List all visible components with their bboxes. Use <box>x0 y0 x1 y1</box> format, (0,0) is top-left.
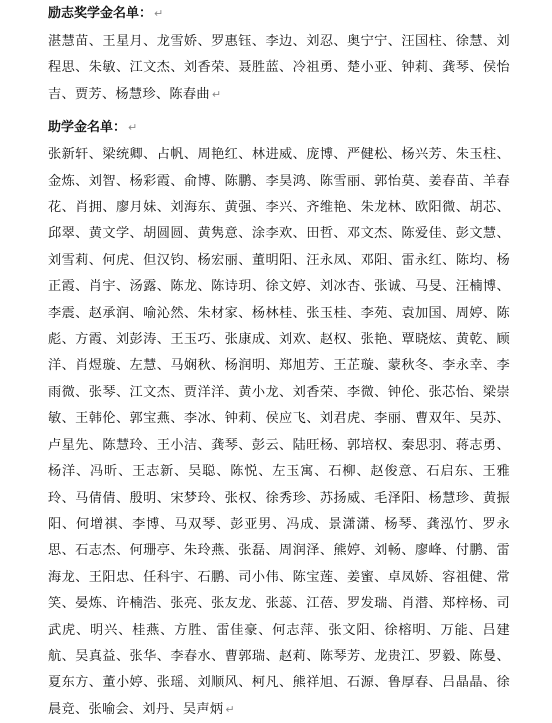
paragraph-mark-icon: ↵ <box>154 7 164 20</box>
section-heading-grant <box>48 118 510 138</box>
section-title: 励志奖学金名单： <box>48 6 153 21</box>
names-text: 张新轩、梁统卿、占帆、周艳红、林进威、庞博、严健松、杨兴芳、朱玉柱、金炼、刘智、杨彩霞、俞博、陈鹏、李昊鸿、陈雪丽、郭怡莫、姜春苗、羊春花、肖拥、廖月妹、刘海东、黄强、李兴、齐维艳、朱龙林、欧阳微、胡芯、邱翠、黄文学、胡圆圆、黄隽意、涂李欢、田哲、邓文杰、陈爱佳、彭文慧、刘雪莉、何虎、但汉钧、杨宏丽、董明阳、汪永凤、邓阳、雷永红、陈均、杨正霞、肖宇、汤露、陈龙、陈诗玥、徐文婷、刘冰杏、张诚、马旻、汪楠博、李震、赵承润、喻沁然、朱材家、杨林桂、张玉桂、李苑、袁加国、周婷、陈彪、方霞、刘彭涛、王玉巧、张康成、刘欢、赵权、张艳、覃晓炫、黄乾、顾洋、肖煜璇、左慧、马娴秋、杨润明、郑旭芳、王芷璇、蒙秋冬、李永幸、李雨微、张琴、江文杰、贾洋洋、黄小龙、刘香荣、李微、钟伦、张芯怡、梁崇敏、王韩伦、郭宝燕、李冰、钟莉、侯应飞、刘君虎、李丽、曹双年、吴苏、卢星先、陈慧玲、王小洁、龚琴、彭云、陆旺杨、郭培权、秦思羽、蒋志勇、杨洋、冯昕、王志新、吴聪、陈悦、左玉寓、石柳、赵俊意、石启东、王雅玲、马倩倩、殷明、宋梦玲、张权、徐秀珍、苏扬威、毛泽阳、杨慧珍、黄振阳、何增祺、李博、马双琴、彭亚男、冯成、景潇潇、杨琴、龚泓竹、罗永思、石志杰、何珊亭、朱玲燕、张磊、周润泽、熊婷、刘畅、廖峰、付鹏、雷海龙、王阳忠、任科宇、石鹏、司小伟、陈宝莲、姜蜜、卓凤娇、容祖健、常笑、晏炼、许楠浩、张亮、张友龙、张蕊、江蓓、罗发瑞、肖潜、郑梓杨、司武虎、明兴、桂燕、方胜、雷佳豪、何志萍、张文阳、徐榕明、万能、吕建航、吴真益、张华、李春水、曹郭瑞、赵莉、陈琴芳、龙贵江、罗毅、陈曼、夏东方、董小婷、张瑶、刘顺风、柯凡、熊祥旭、石源、鲁厚春、吕晶晶、徐晨竞、张喻会、刘丹、吴声炳 <box>48 147 510 717</box>
paragraph-mark-icon: ↵ <box>225 702 235 716</box>
document-page <box>48 0 510 723</box>
section-title: 助学金名单： <box>48 120 127 136</box>
section-heading-incentive-scholarship <box>48 4 510 24</box>
paragraph-mark-icon: ↵ <box>211 87 222 101</box>
paragraph-mark-icon: ↵ <box>128 121 138 135</box>
incentive-scholarship-name-list <box>48 29 510 108</box>
names-text: 湛慧苗、王星月、龙雪娇、罗惠钰、李边、刘忍、奥宁宁、汪国柱、徐慧、刘程思、朱敏、江文杰、刘香荣、聂胜蓝、冷祖勇、楚小亚、钟莉、龚琴、侯怡吉、贾芳、杨慧珍、陈春曲 <box>48 34 510 102</box>
grant-name-list <box>48 142 510 723</box>
